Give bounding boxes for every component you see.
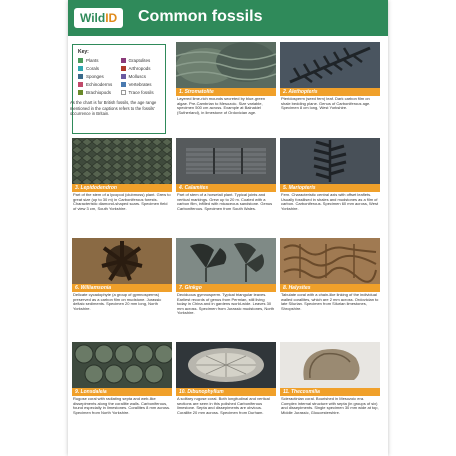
wildid-logo: WildID bbox=[74, 8, 123, 28]
card-caption: 5. Mariopteris bbox=[280, 184, 380, 192]
key-swatch-icon bbox=[78, 66, 83, 71]
card-caption: 8. Halysites bbox=[280, 284, 380, 292]
fossil-card-lepidodendron bbox=[72, 138, 172, 211]
key-item bbox=[78, 58, 118, 63]
key-swatch-icon bbox=[121, 82, 126, 87]
card-caption: 7. Ginkgo bbox=[176, 284, 276, 292]
key-item-label: Graptolites bbox=[128, 58, 151, 63]
key-swatch-icon bbox=[78, 74, 83, 79]
fossil-card-stromatolite bbox=[176, 42, 276, 115]
halysites-photo bbox=[280, 238, 380, 284]
mariopteris-photo bbox=[280, 138, 380, 184]
fossil-card-dibunophyllum bbox=[176, 342, 276, 415]
card-description: Delicate cycadophyte (a group of gymnosperms) preserved as a carbon film on mudstone. Jurassic deltaic sediments. Specimen 20 mm long, North Yorkshire. bbox=[73, 292, 162, 311]
key-item-label: Molluscs bbox=[128, 74, 147, 79]
fossil-card-thecosmilia bbox=[280, 342, 380, 415]
key-swatch-icon bbox=[78, 82, 83, 87]
card-description: Scleractinian coral. Bourished in Mesozoic era. Complex internal structure with septa (in groups of six) and dissepiments. Single specimen 30 mm wide at top, Middle Jurassic, Gloucestershire. bbox=[281, 396, 379, 415]
key-item bbox=[78, 82, 118, 87]
key-item bbox=[121, 58, 161, 63]
stromatolite-photo bbox=[176, 42, 276, 88]
card-description: Layered lime-rich mounds secreted by blue-green algae. Pre-Cambrian to Mesozoic. Size variable, specimen 500 cm across. Example at Balnakiel (Sutherland), in limestone of Ordovician age. bbox=[177, 96, 266, 115]
fossil-card-lonsdaleia bbox=[72, 342, 172, 415]
card-description: Part of the stem of a lycopod (clubmoss) plant. Grew to great size (up to 30 m) in Carboniferous forests. Characteristic diamond-shaped scars. Specimen field of view 3 cm, South Yorkshire. bbox=[73, 192, 171, 211]
lonsdaleia-photo bbox=[72, 342, 172, 388]
fossil-card-halysites bbox=[280, 238, 380, 311]
card-caption: 9. Lonsdaleia bbox=[72, 388, 172, 396]
lepidodendron-photo bbox=[72, 138, 172, 184]
key-title: Key: bbox=[78, 49, 89, 55]
key-item bbox=[78, 66, 118, 71]
card-description: Rugose coral with radiating septa and web-like dissepiments along the corallite walls. Carboniferous, found especially in limestones. Corallites 8 mm across. Specimen from North Yorkshire. bbox=[73, 396, 171, 415]
key-item-label: Brachiopods bbox=[86, 90, 112, 95]
key-item bbox=[78, 74, 118, 79]
calamites-photo bbox=[176, 138, 276, 184]
key-item-label: Plants bbox=[86, 58, 99, 63]
card-caption: 1. Stromatolite bbox=[176, 88, 276, 96]
card-caption: 11. Thecosmilia bbox=[280, 388, 380, 396]
key-item bbox=[121, 90, 161, 95]
key-swatch-icon bbox=[78, 58, 83, 63]
key-swatch-icon bbox=[78, 90, 83, 95]
thecosmilia-photo bbox=[280, 342, 380, 388]
card-description: Deciduous gymnosperm. Typical triangular leaves. Earliest records of genus from Permian, still living today in China and in gardens world-wide. Leaves 30 mm across. Specimen from Jurassic mudstones, North Yorkshire. bbox=[177, 292, 275, 316]
card-caption: 4. Calamites bbox=[176, 184, 276, 192]
card-caption: 3. Lepidodendron bbox=[72, 184, 172, 192]
alethopteris-photo bbox=[280, 42, 380, 88]
fossil-card-calamites bbox=[176, 138, 276, 211]
ginkgo-photo bbox=[176, 238, 276, 284]
key-swatch-icon bbox=[121, 58, 126, 63]
key-item-label: Vertebrates bbox=[128, 82, 152, 87]
key-item-label: Trace fossils bbox=[128, 90, 154, 95]
key-swatch-icon bbox=[121, 90, 126, 95]
card-description: Tabulate coral with a chain-like linking of the individual walled corallites, which are 2 mm across. Ordovician to late Silurian. Specimen from Silurian limestones, Shropshire. bbox=[281, 292, 379, 311]
key-swatch-icon bbox=[121, 66, 126, 71]
key-item bbox=[121, 82, 161, 87]
card-caption: 10. Dibunophyllum bbox=[176, 388, 276, 396]
card-description: A solitary rugose coral. Both longitudinal and vertical sections are seen in this polished Carboniferous limestone. Septa and dissepiments are obvious. Corallite 20 mm across. Specimen from Durham. bbox=[177, 396, 270, 415]
card-caption: 2. Alethopteris bbox=[280, 88, 380, 96]
key-item bbox=[121, 66, 161, 71]
fossil-card-mariopteris bbox=[280, 138, 380, 211]
fossil-chart-page bbox=[68, 0, 388, 456]
key-item bbox=[121, 74, 161, 79]
dibunophyllum-photo bbox=[176, 342, 276, 388]
card-description: Part of stem of a horsetail plant. Typical joints and vertical markings. Grew up to 20 m. Coated with a carbon film, infilled with micaceous sandstone. Genus Carboniferous. Specimen from South Wales. bbox=[177, 192, 273, 211]
key-item-label: Corals bbox=[86, 66, 100, 71]
key-item-label: Sponges bbox=[86, 74, 104, 79]
card-description: Pteridosperm (seed fern) leaf. Dark carbon film on shale bedding plane. Genus of Carboniferous age. Specimen 8 cm long, West Yorkshire. bbox=[281, 96, 371, 111]
fossil-card-alethopteris bbox=[280, 42, 380, 111]
age-range-note: As the chart is for British fossils, the age range mentioned in the captions refers to the fossils' occurrence in Britain. bbox=[70, 100, 157, 116]
card-caption: 6. Williamsonia bbox=[72, 284, 172, 292]
fossil-card-williamsonia bbox=[72, 238, 172, 311]
key-legend bbox=[72, 44, 166, 134]
card-description: Fern. Characteristic central axis with offset leaflets. Usually fossilised in shales and mudstones as a film of carbon. Carboniferous. Specimen 60 mm across, West Yorkshire. bbox=[281, 192, 379, 211]
fossil-card-ginkgo bbox=[176, 238, 276, 316]
key-item-label: Arthropods bbox=[128, 66, 151, 71]
key-swatch-icon bbox=[121, 74, 126, 79]
page-title: Common fossils bbox=[138, 8, 263, 25]
key-item-label: Echinoderms bbox=[86, 82, 113, 87]
williamsonia-photo bbox=[72, 238, 172, 284]
key-item bbox=[78, 90, 118, 95]
header-bar bbox=[68, 0, 388, 36]
